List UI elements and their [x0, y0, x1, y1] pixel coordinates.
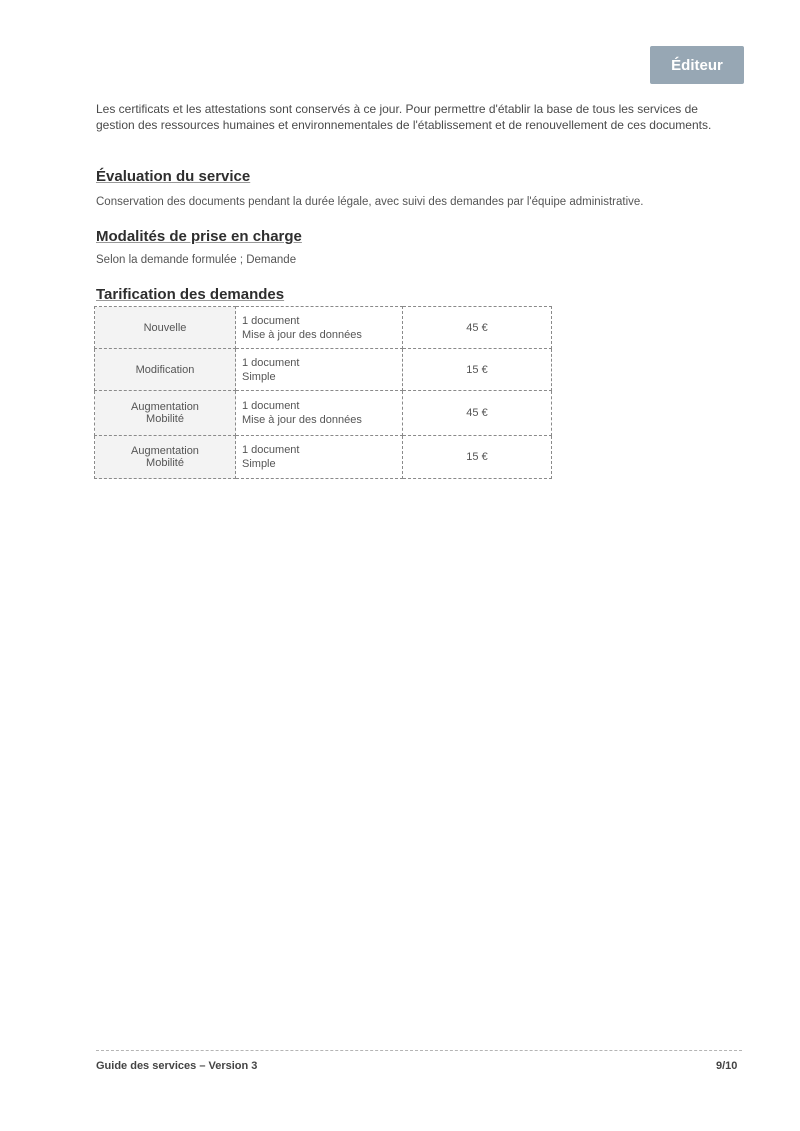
row-label-line: Augmentation [131, 445, 199, 457]
row-description [236, 436, 403, 479]
table-row [95, 436, 552, 479]
cost-table [94, 306, 552, 479]
footer-divider [96, 1050, 742, 1051]
row-description-line: Simple [242, 458, 276, 470]
section-heading-evaluation: Évaluation du service [96, 168, 251, 185]
row-label: Nouvelle [95, 307, 236, 349]
table-row [95, 307, 552, 349]
row-price: 45 € [403, 391, 552, 436]
section-body-evaluation: Conservation des documents pendant la durée légale, avec suivi des demandes par l'équipe administrative. [96, 196, 644, 208]
row-price: 15 € [403, 349, 552, 391]
row-label-line: Augmentation [131, 401, 199, 413]
row-description-line: Mise à jour des données [242, 328, 362, 341]
section-body-modalites: Selon la demande formulée ; Demande [96, 254, 297, 266]
row-description-line: 1 document [242, 400, 300, 412]
document-badge: Éditeur [650, 46, 744, 84]
row-description [236, 307, 403, 349]
footer-document-title: Guide des services – Version 3 [96, 1060, 258, 1072]
row-description-line: 1 document [242, 314, 300, 327]
row-description [236, 391, 403, 436]
page-number: 9/10 [716, 1060, 738, 1072]
table-row [95, 349, 552, 391]
row-description-line: 1 document [242, 444, 300, 456]
row-description-line: Simple [242, 370, 276, 383]
row-label-line: Mobilité [146, 457, 184, 469]
row-label [95, 391, 236, 436]
cost-table-heading: Tarification des demandes [96, 286, 285, 303]
row-description [236, 349, 403, 391]
row-description-line: 1 document [242, 356, 300, 369]
row-label-line: Mobilité [146, 413, 184, 425]
row-price: 15 € [403, 436, 552, 479]
row-price: 45 € [403, 307, 552, 349]
intro-paragraph: Les certificats et les attestations sont conservés à ce jour. Pour permettre d'établir la base de tous les services de gestion des ressources humaines et environnementales de l'établissement et de renouvellement de ces documents. [96, 102, 712, 132]
row-description-line: Mise à jour des données [242, 414, 362, 426]
row-label [95, 436, 236, 479]
table-row [95, 391, 552, 436]
section-heading-modalites: Modalités de prise en charge [96, 228, 302, 245]
row-label: Modification [95, 349, 236, 391]
